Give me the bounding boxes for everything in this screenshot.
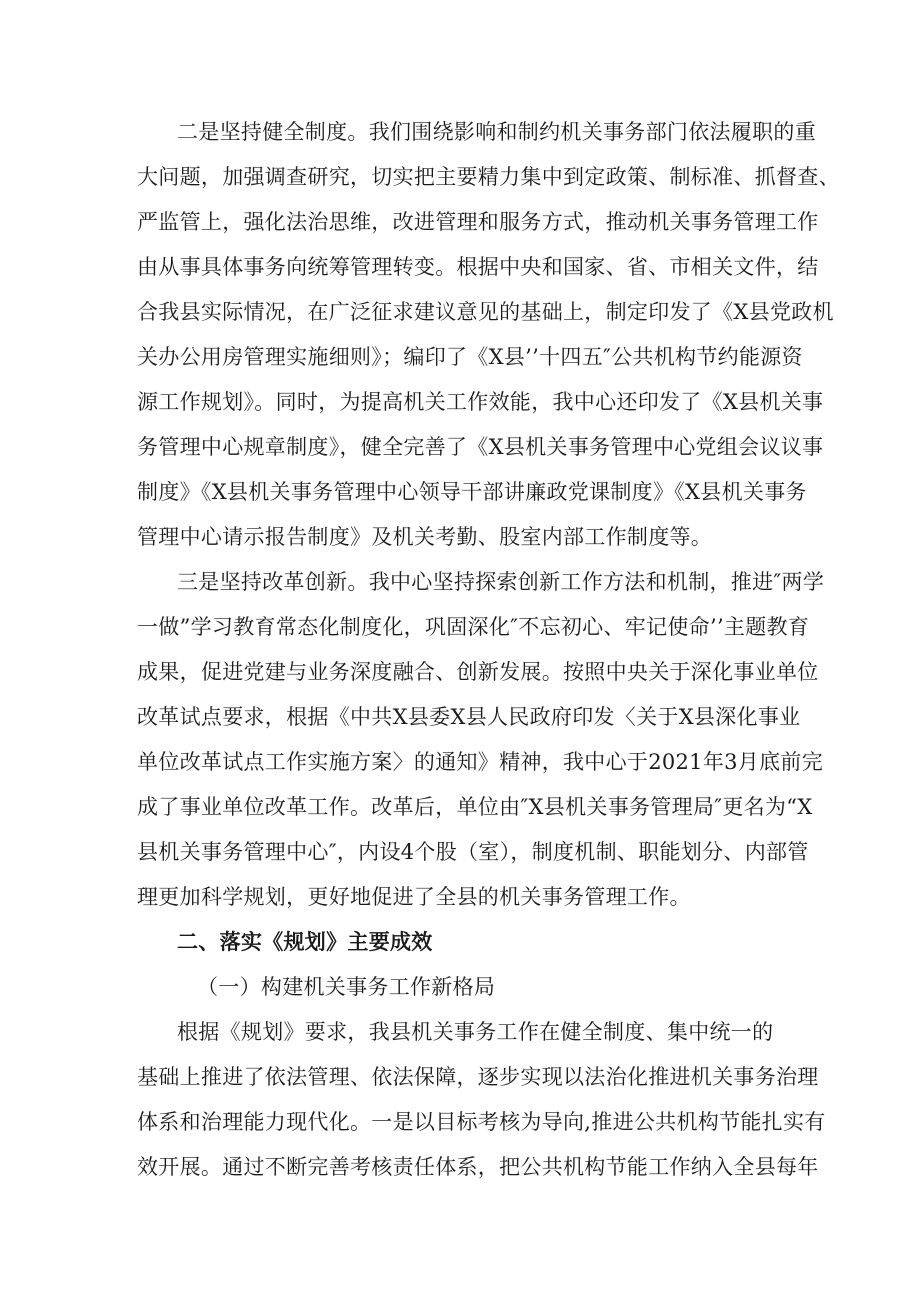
paragraph-line: 一做”学习教育常态化制度化，巩固深化″不忘初心、牢记使命’’主题教育 [137, 615, 810, 639]
paragraph-line: 管理中心请示报告制度》及机关考勤、股室内部工作制度等。 [137, 525, 713, 549]
paragraph-line: 单位改革试点工作实施方案〉的通知》精神，我中心于2021年3月底前完 [137, 750, 824, 774]
paragraph-line: 务管理中心规章制度》，健全完善了《X县机关事务管理中心党组会议议事 [137, 435, 824, 459]
paragraph-line: 体系和治理能力现代化。一是以目标考核为导向,推进公共机构节能扎实有 [137, 1110, 826, 1134]
paragraph-line: 成果，促进党建与业务深度融合、创新发展。按照中央关于深化事业单位 [137, 660, 819, 684]
paragraph-line: 源工作规划》。同时，为提高机关工作效能，我中心还印发了《X县机关事 [137, 390, 824, 414]
paragraph-line: 由从事具体事务向统筹管理转变。根据中央和国家、省、市相关文件，结 [137, 255, 819, 279]
paragraph-line: 制度》《X县机关事务管理中心领导干部讲廉政党课制度》《X县机关事务 [137, 480, 807, 504]
paragraph-line: 县机关事务管理中心″，内设4个股（室），制度机制、职能划分、内部管 [137, 840, 809, 864]
paragraph-line: 关办公用房管理实施细则》；编印了《X县’’十四五″公共机构节约能源资 [137, 345, 803, 369]
paragraph-line: 严监管上，强化法治思维，改进管理和服务方式，推动机关事务管理工作 [137, 210, 819, 234]
paragraph-line: 效开展。通过不断完善考核责任体系，把公共机构节能工作纳入全县每年 [137, 1155, 819, 1179]
subsection-heading: （一）构建机关事务工作新格局 [197, 975, 496, 999]
paragraph-line: 大问题，加强调查研究，切实把主要精力集中到定政策、制标准、抓督查、 [137, 165, 840, 189]
paragraph-line: 理更加科学规划，更好地促进了全县的机关事务管理工作。 [137, 885, 691, 909]
paragraph-line: 二是坚持健全制度。我们围绕影响和制约机关事务部门依法履职的重 [177, 120, 816, 144]
section-heading: 二、落实《规划》主要成效 [177, 930, 433, 954]
paragraph-line: 改革试点要求，根据《中共X县委X县人民政府印发〈关于X县深化事业 [137, 705, 801, 729]
paragraph-line: 三是坚持改革创新。我中心坚持探索创新工作方法和机制，推进″两学 [177, 570, 825, 594]
paragraph-line: 合我县实际情况，在广泛征求建议意见的基础上，制定印发了《X县党政机 [137, 300, 834, 324]
paragraph-line: 成了事业单位改革工作。改革后，单位由″X县机关事务管理局″更名为“X [137, 795, 813, 819]
paragraph-line: 根据《规划》要求，我县机关事务工作在健全制度、集中统一的 [177, 1020, 774, 1044]
paragraph-line: 基础上推进了依法管理、依法保障，逐步实现以法治化推进机关事务治理 [137, 1065, 819, 1089]
